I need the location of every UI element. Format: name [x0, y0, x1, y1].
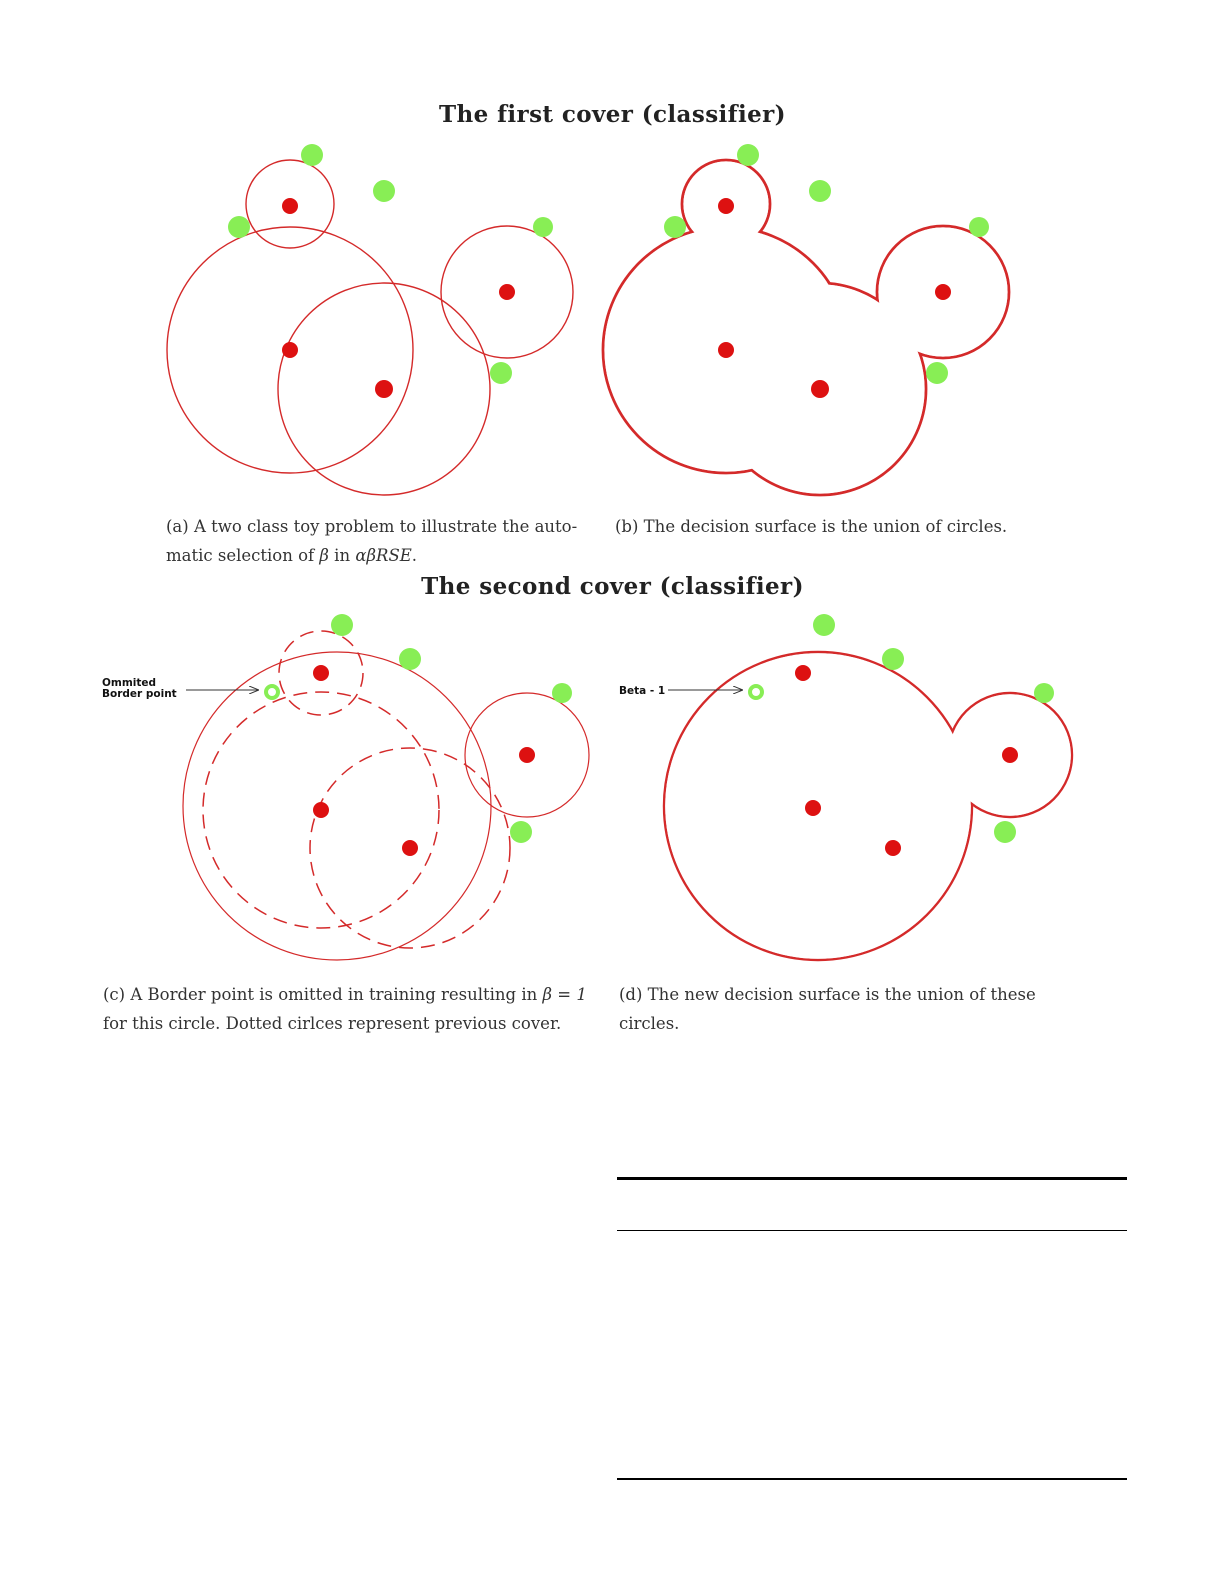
green-point	[882, 648, 904, 670]
green-point	[1034, 683, 1054, 703]
panel-c-new-cover	[183, 652, 589, 960]
table-bottom-rule	[617, 1478, 1127, 1480]
red-point	[811, 380, 829, 398]
figure-title-second-cover: The second cover (classifier)	[421, 573, 804, 600]
omitted-border-point-label: Ommited Border point	[102, 677, 177, 700]
panel-d	[664, 652, 1072, 960]
panel-a-points	[228, 144, 553, 398]
red-point	[282, 198, 298, 214]
green-point	[994, 821, 1016, 843]
omitted-border-point	[266, 686, 278, 698]
red-point	[499, 284, 515, 300]
green-point	[969, 217, 989, 237]
red-point	[1002, 747, 1018, 763]
green-point	[533, 217, 553, 237]
green-point	[552, 683, 572, 703]
red-point	[795, 665, 811, 681]
beta-one-circle	[183, 652, 491, 960]
red-point	[718, 342, 734, 358]
green-point	[510, 821, 532, 843]
caption-c-line2: for this circle. Dotted cirlces represent previous cover.	[103, 1014, 562, 1033]
green-point	[809, 180, 831, 202]
green-point	[664, 216, 686, 238]
panel-c-points	[266, 614, 572, 856]
caption-a-line1: (a) A two class toy problem to illustrate the auto-	[166, 517, 578, 536]
caption-b: (b) The decision surface is the union of circles.	[615, 517, 1008, 536]
red-point	[282, 342, 298, 358]
caption-a-line2: matic selection of β in αβRSE.	[166, 546, 418, 565]
table-top-rule	[617, 1177, 1127, 1180]
panel-b	[603, 160, 1009, 495]
table-header-rule	[617, 1230, 1127, 1231]
caption-a	[166, 512, 596, 570]
red-point	[402, 840, 418, 856]
green-point	[331, 614, 353, 636]
red-point	[935, 284, 951, 300]
green-point	[813, 614, 835, 636]
green-point	[399, 648, 421, 670]
caption-c-line1: (c) A Border point is omitted in training resulting in β = 1	[103, 985, 587, 1004]
panel-a	[167, 160, 573, 495]
green-point	[926, 362, 948, 384]
red-point	[885, 840, 901, 856]
red-point	[313, 665, 329, 681]
green-point	[228, 216, 250, 238]
red-point	[805, 800, 821, 816]
panel-c-previous-cover	[203, 631, 510, 948]
beta-one-point	[750, 686, 762, 698]
red-point	[313, 802, 329, 818]
beta-label: Beta - 1	[619, 685, 666, 697]
green-point	[490, 362, 512, 384]
figure-title-first-cover: The first cover (classifier)	[439, 101, 786, 128]
red-point	[375, 380, 393, 398]
green-point	[301, 144, 323, 166]
red-point	[519, 747, 535, 763]
green-point	[737, 144, 759, 166]
green-point	[373, 180, 395, 202]
red-point	[718, 198, 734, 214]
caption-d: (d) The new decision surface is the union of these circles.	[619, 985, 1036, 1033]
caption-c	[103, 980, 603, 1038]
